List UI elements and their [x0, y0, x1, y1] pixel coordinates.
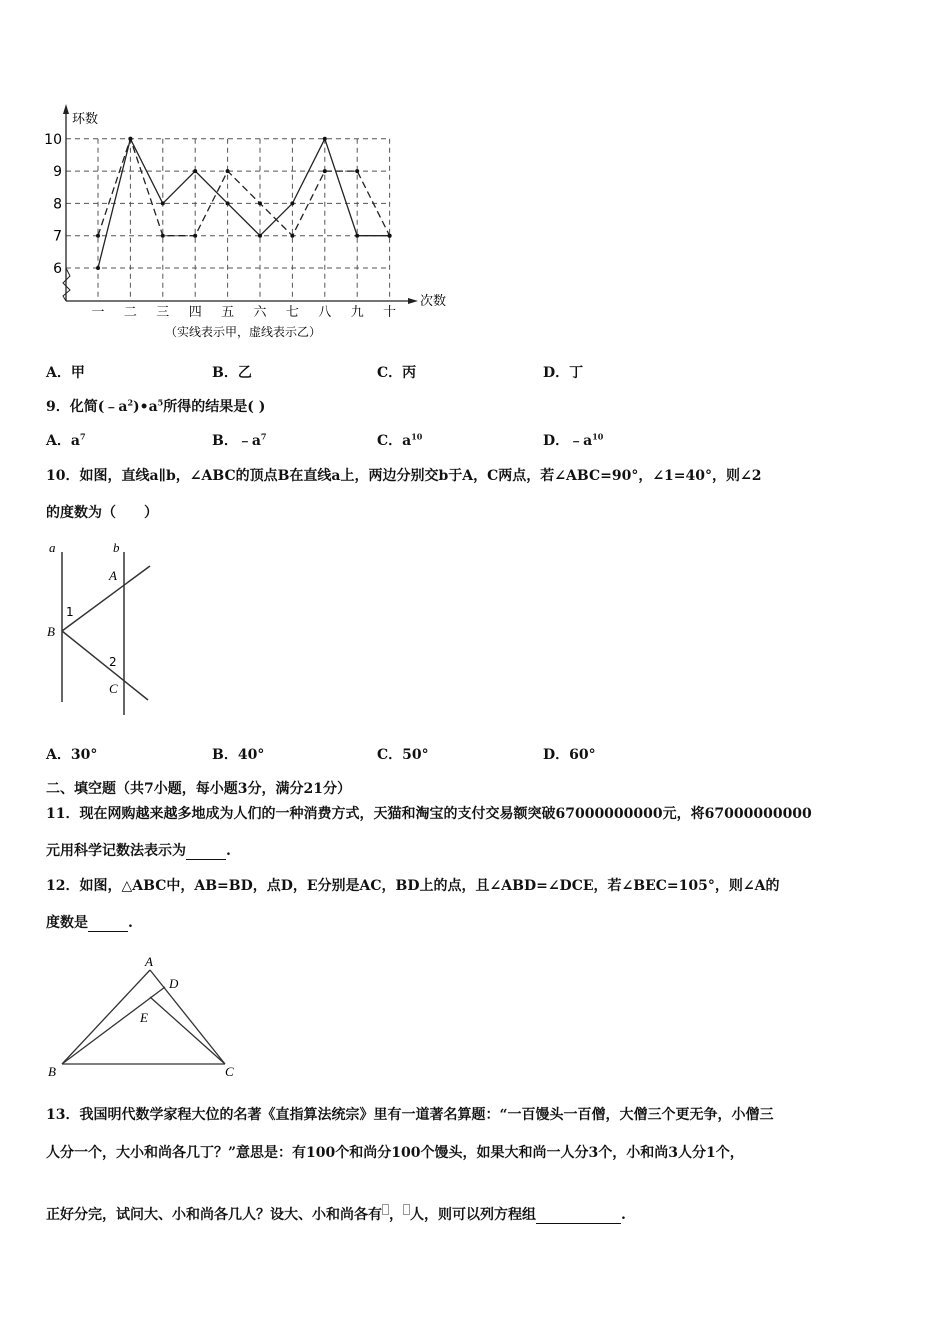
data-point: [226, 201, 230, 205]
y-tick-label: 8: [53, 196, 62, 213]
x-tick-label: 二: [123, 305, 137, 320]
label-1: 1: [66, 605, 74, 619]
q11-line2: 元用科学记数法表示为 .: [46, 843, 231, 859]
data-point: [161, 234, 165, 238]
x-tick-label: 三: [156, 305, 170, 320]
q9-option-d[interactable]: D．$﹣a^{10}$: [543, 431, 604, 449]
data-point: [193, 169, 197, 173]
q8-option-b[interactable]: B．乙: [212, 365, 252, 381]
answer-blank[interactable]: [88, 915, 128, 932]
data-point: [96, 234, 100, 238]
x-tick-label: 八: [318, 305, 332, 320]
label-E: E: [140, 1010, 148, 1025]
q9-option-b[interactable]: B．$﹣a^7$: [212, 431, 267, 449]
data-point: [96, 266, 100, 270]
data-point: [323, 169, 327, 173]
data-point: [161, 201, 165, 205]
triangle-figure: [45, 952, 245, 1082]
data-point: [128, 137, 132, 141]
label-C: C: [109, 681, 118, 696]
x-tick-label: 九: [350, 305, 364, 320]
series-line-乙: [98, 139, 390, 236]
label-A: A: [145, 954, 153, 969]
label-2: 2: [109, 655, 117, 669]
q9-option-c[interactable]: C．$a^{10}$: [377, 431, 423, 449]
x-axis-label: 次数: [420, 294, 447, 309]
label-B: B: [48, 1064, 56, 1079]
y-axis-arrow-icon: [63, 104, 69, 114]
data-point: [193, 234, 197, 238]
q8-option-c[interactable]: C．丙: [377, 365, 417, 381]
q8-option-d[interactable]: D．丁: [543, 365, 584, 381]
data-point: [355, 169, 359, 173]
data-point: [290, 234, 294, 238]
data-point: [226, 169, 230, 173]
data-point: [323, 137, 327, 141]
q8-option-a[interactable]: A．甲: [46, 365, 85, 381]
y-tick-label: 10: [44, 131, 62, 148]
q10-option-c[interactable]: C．50°: [377, 747, 429, 763]
q9-text: 9．化简(﹣a: [46, 399, 128, 415]
y-tick-label: 6: [53, 261, 62, 277]
q13-line2: 人分一个，大小和尚各几丁？”意思是：有100个和尚分100个馒头，如果大和尚一人分3个，小和尚3人分1个，: [46, 1145, 744, 1161]
y-axis-label: 环数: [72, 112, 99, 127]
x-axis-arrow-icon: [408, 298, 418, 304]
x-tick-label: 四: [188, 305, 202, 320]
label-a: a: [49, 540, 56, 555]
x-tick-label: 五: [221, 305, 235, 320]
x-tick-label: 七: [285, 305, 299, 320]
missing-variable-icon: [382, 1204, 389, 1215]
y-tick-label: 9: [53, 164, 62, 181]
data-point: [355, 234, 359, 238]
x-tick-label: 十: [383, 305, 397, 320]
q9-text: )•a: [133, 399, 158, 415]
q9-text: 所得的结果是( ): [163, 399, 266, 415]
label-b: b: [113, 540, 120, 555]
label-B: B: [47, 624, 55, 639]
data-point: [388, 234, 392, 238]
x-tick-label: 一: [91, 305, 105, 320]
q11-line1: 11．现在网购越来越多地成为人们的一种消费方式，天猫和淘宝的支付交易额突破67000000000元，将67000000000: [46, 806, 812, 822]
parallel-lines-figure: [45, 540, 155, 720]
q10-line2: 的度数为（ ）: [46, 505, 158, 521]
q13-line1: 13．我国明代数学家程大位的名著《直指算法统宗》里有一道著名算题：“一百馒头一百僧，大僧三个更无争，小僧三: [46, 1107, 774, 1123]
data-point: [258, 234, 262, 238]
q13-line3: 正好分完，试问大、小和尚各几人？设大、小和尚各有 ， 人，则可以列方程组 .: [46, 1204, 626, 1224]
q10-line1: 10．如图，直线a∥b，∠ABC的顶点B在直线a上，两边分别交b于A，C两点，若∠ABC=90°，∠1=40°，则∠2: [46, 468, 762, 484]
label-A: A: [109, 568, 117, 583]
q10-option-a[interactable]: A．30°: [46, 747, 98, 763]
label-C: C: [225, 1064, 234, 1079]
y-tick-label: 7: [53, 228, 62, 245]
q12-line2: 度数是 .: [46, 915, 133, 931]
section-heading: 二、填空题（共7小题，每小题3分，满分21分）: [46, 781, 351, 797]
q9-exp: 2: [127, 397, 134, 408]
data-point: [290, 201, 294, 205]
q9-stem: [46, 396, 265, 416]
q10-option-d[interactable]: D．60°: [543, 747, 596, 763]
x-tick-label: 六: [253, 305, 267, 320]
q9-option-a[interactable]: A．$a^7$: [46, 431, 86, 449]
missing-variable-icon: [403, 1204, 410, 1215]
chart-caption: （实线表示甲，虚线表示乙）: [164, 325, 322, 339]
line-chart: [0, 0, 950, 360]
answer-blank[interactable]: [536, 1207, 621, 1224]
data-point: [258, 201, 262, 205]
label-D: D: [169, 976, 179, 991]
q9-exp: 5: [157, 397, 164, 408]
q12-line1: 12．如图，△ABC中，AB=BD，点D，E分别是AC，BD上的点，且∠ABD=∠DCE，若∠BEC=105°，则∠A的: [46, 878, 780, 894]
q10-option-b[interactable]: B．40°: [212, 747, 265, 763]
answer-blank[interactable]: [186, 843, 226, 860]
